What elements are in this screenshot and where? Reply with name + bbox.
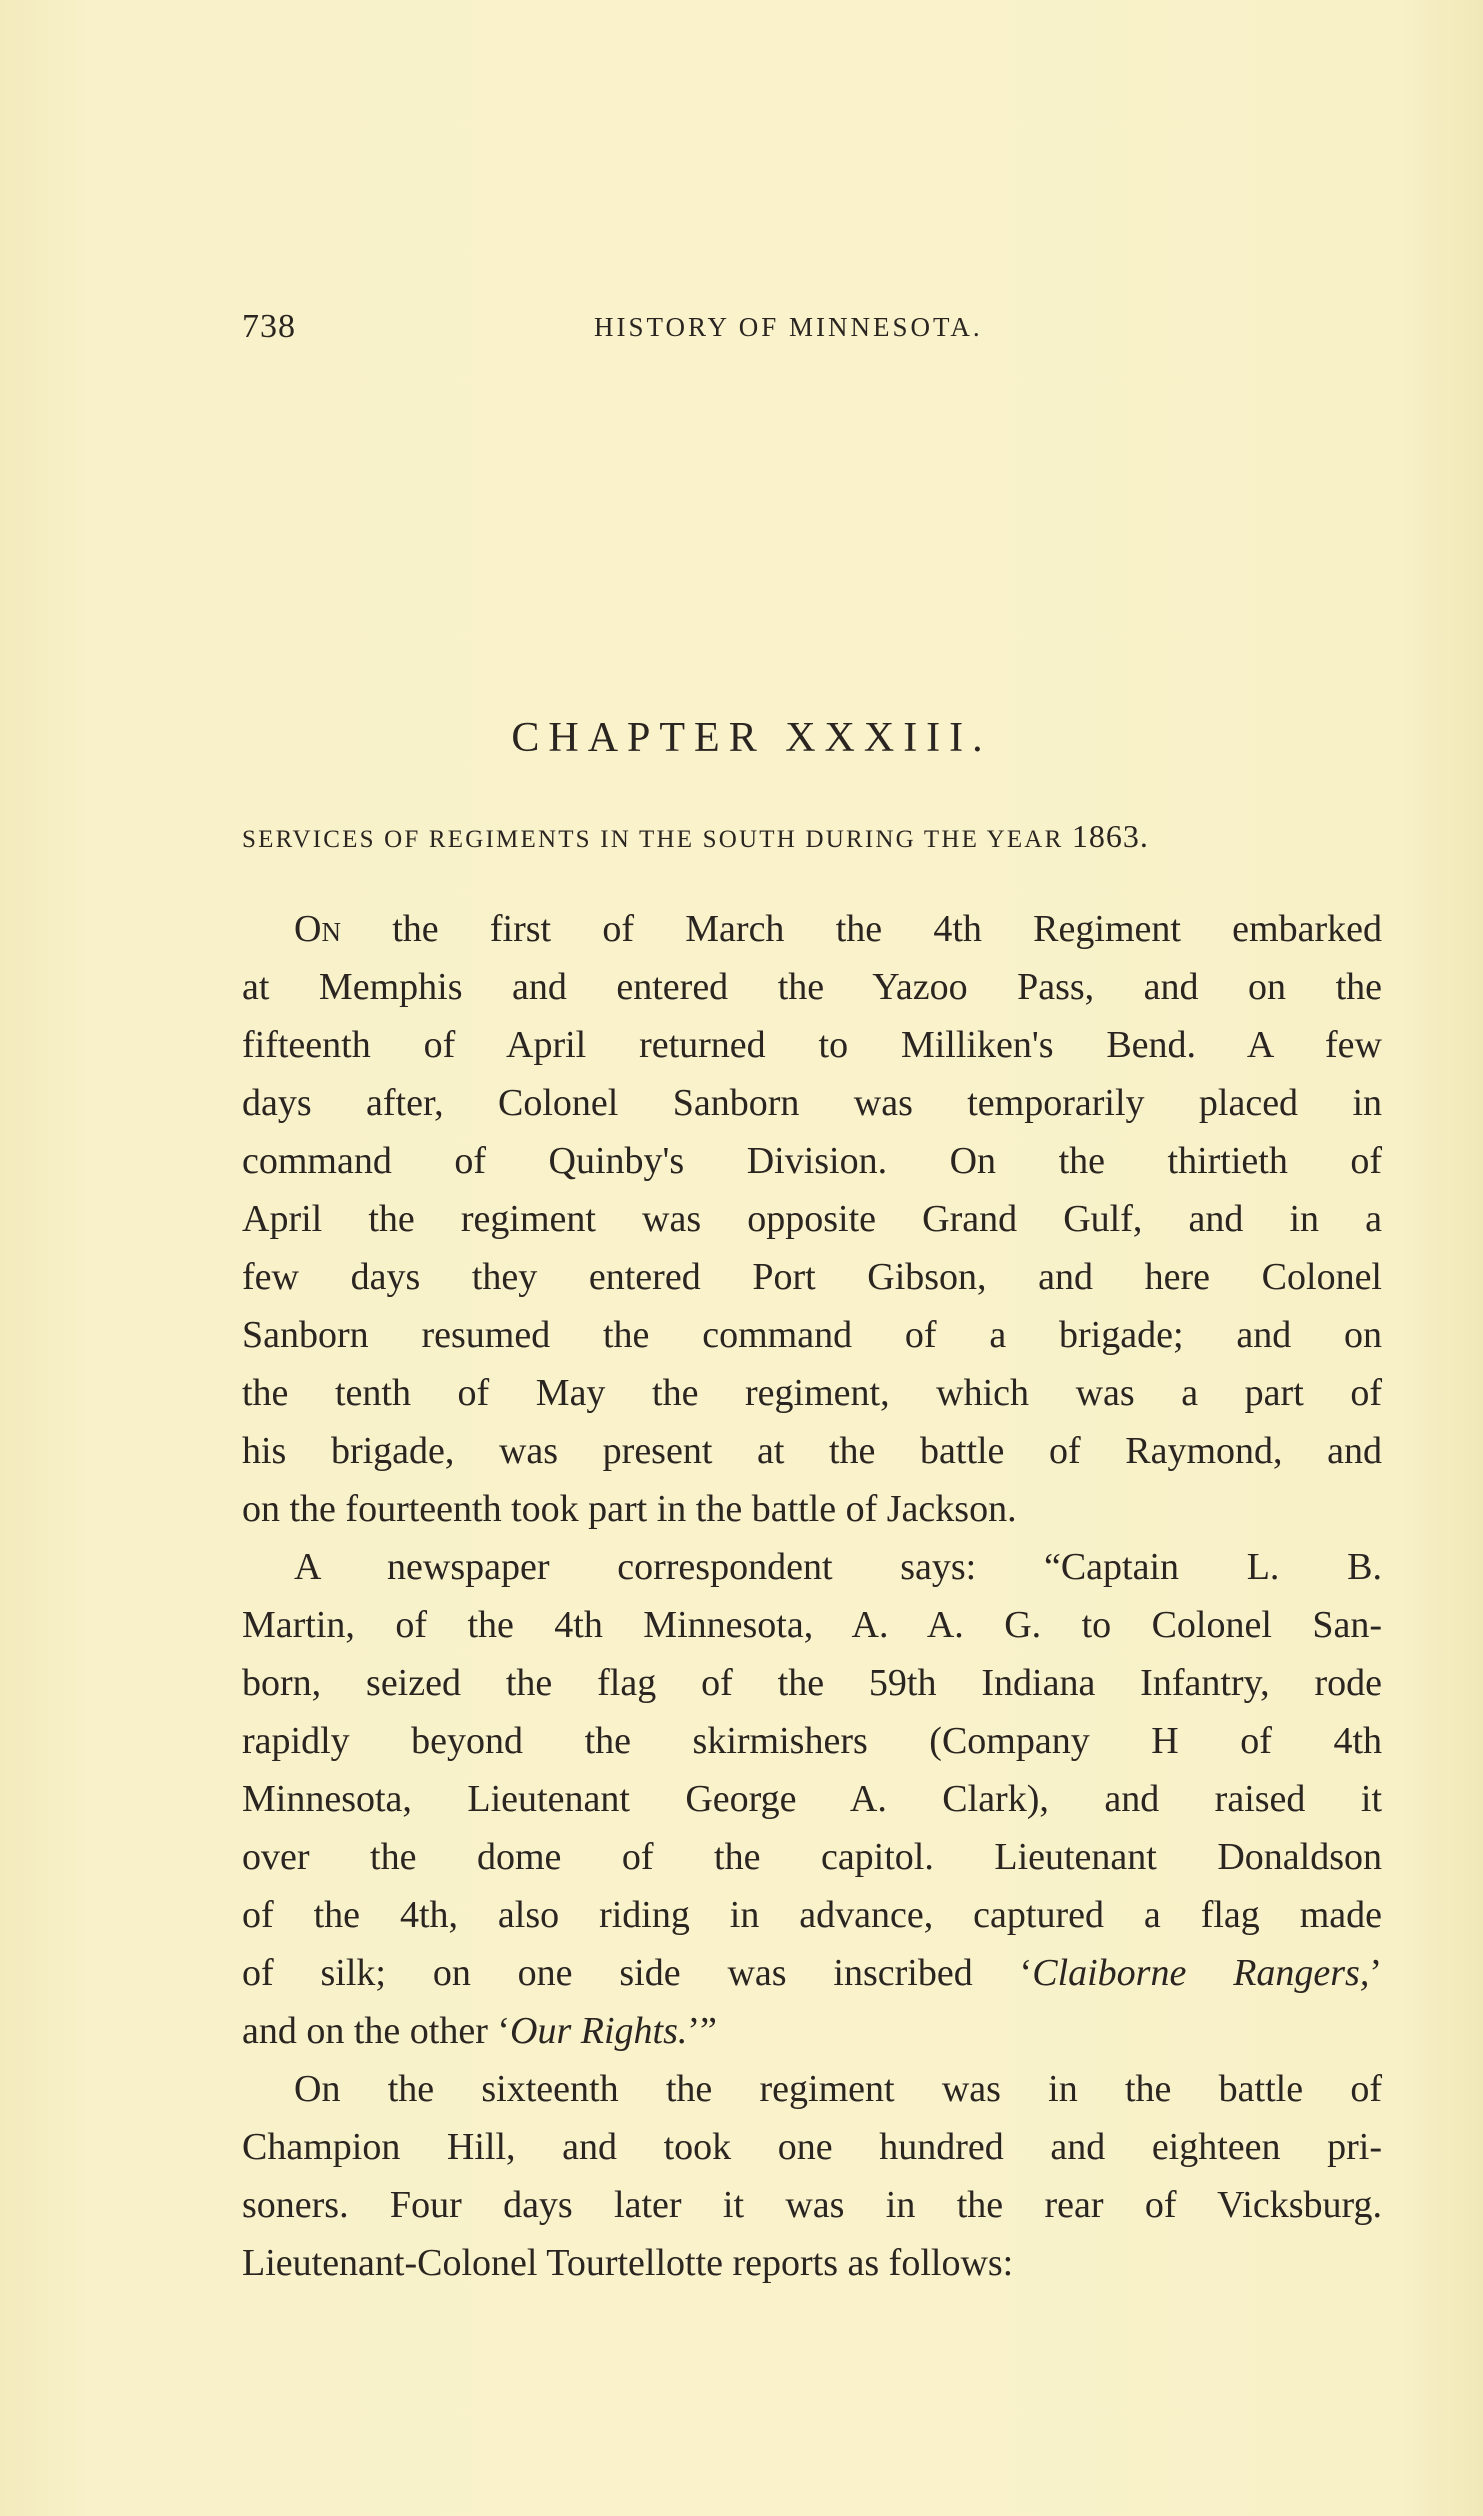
text-line: Lieutenant-Colonel Tourtellotte reports as follows: [242,2242,1014,2284]
text-line: of the 4th, also riding in advance, captured a flag made [242,1894,1382,1936]
text-line: on the fourteenth took part in the battle of Jackson. [242,1488,1017,1530]
text-line: soners. Four days later it was in the rear of Vicksburg. [242,2184,1382,2226]
text-line: days after, Colonel Sanborn was temporarily placed in [242,1082,1382,1124]
text-line [242,2002,1382,2060]
text-line: fifteenth of April returned to Milliken's Bend. A few [242,1024,1382,1066]
closing-quote: ’ [1369,1952,1382,1994]
text-line-content: of silk; on one side was inscribed ‘ [242,1952,1033,1994]
text-line: Champion Hill, and took one hundred and eighteen pri- [242,2126,1382,2168]
text-line-content: the first of March the 4th Regiment embarked [340,908,1382,950]
text-line: A newspaper correspondent says: “Captain L. B. [294,1546,1382,1588]
drop-lead-word: On [294,908,341,950]
text-line: his brigade, was present at the battle of Raymond, and [242,1430,1382,1472]
chapter-subtitle-text: SERVICES OF REGIMENTS IN THE SOUTH DURING THE YEAR [242,826,1064,853]
text-line [242,1944,1382,2002]
text-line: few days they entered Port Gibson, and here Colonel [242,1256,1382,1298]
text-line-content: and on the other ‘ [242,2010,511,2052]
page-number: 738 [242,308,296,345]
running-header [242,308,1384,348]
running-title: HISTORY OF MINNESOTA. [594,312,983,342]
text-line: rapidly beyond the skirmishers (Company H of 4th [242,1720,1382,1762]
text-line: born, seized the flag of the 59th Indiana Infantry, rode [242,1662,1382,1704]
text-line: Minnesota, Lieutenant George A. Clark), and raised it [242,1778,1382,1820]
text-line: the tenth of May the regiment, which was a part of [242,1372,1382,1414]
text-line: Sanborn resumed the command of a brigade; and on [242,1314,1382,1356]
chapter-subtitle-year: 1863. [1071,818,1149,854]
chapter-subtitle [242,818,1384,855]
text-line: Martin, of the 4th Minnesota, A. A. G. to Colonel San- [242,1604,1382,1646]
italic-phrase: Our Rights. [510,2010,688,2052]
text-line: at Memphis and entered the Yazoo Pass, and on the [242,966,1382,1008]
text-line: command of Quinby's Division. On the thirtieth of [242,1140,1382,1182]
body-text [242,900,1382,2292]
text-line: over the dome of the capitol. Lieutenant Donaldson [242,1836,1382,1878]
closing-quote: ’” [687,2010,717,2052]
text-line: On the sixteenth the regiment was in the battle of [294,2068,1382,2110]
italic-phrase: Claiborne Rangers, [1032,1952,1370,1994]
chapter-heading: CHAPTER XXXIII. [511,715,992,761]
text-line: April the regiment was opposite Grand Gulf, and in a [242,1198,1382,1240]
text-line [242,900,1382,958]
